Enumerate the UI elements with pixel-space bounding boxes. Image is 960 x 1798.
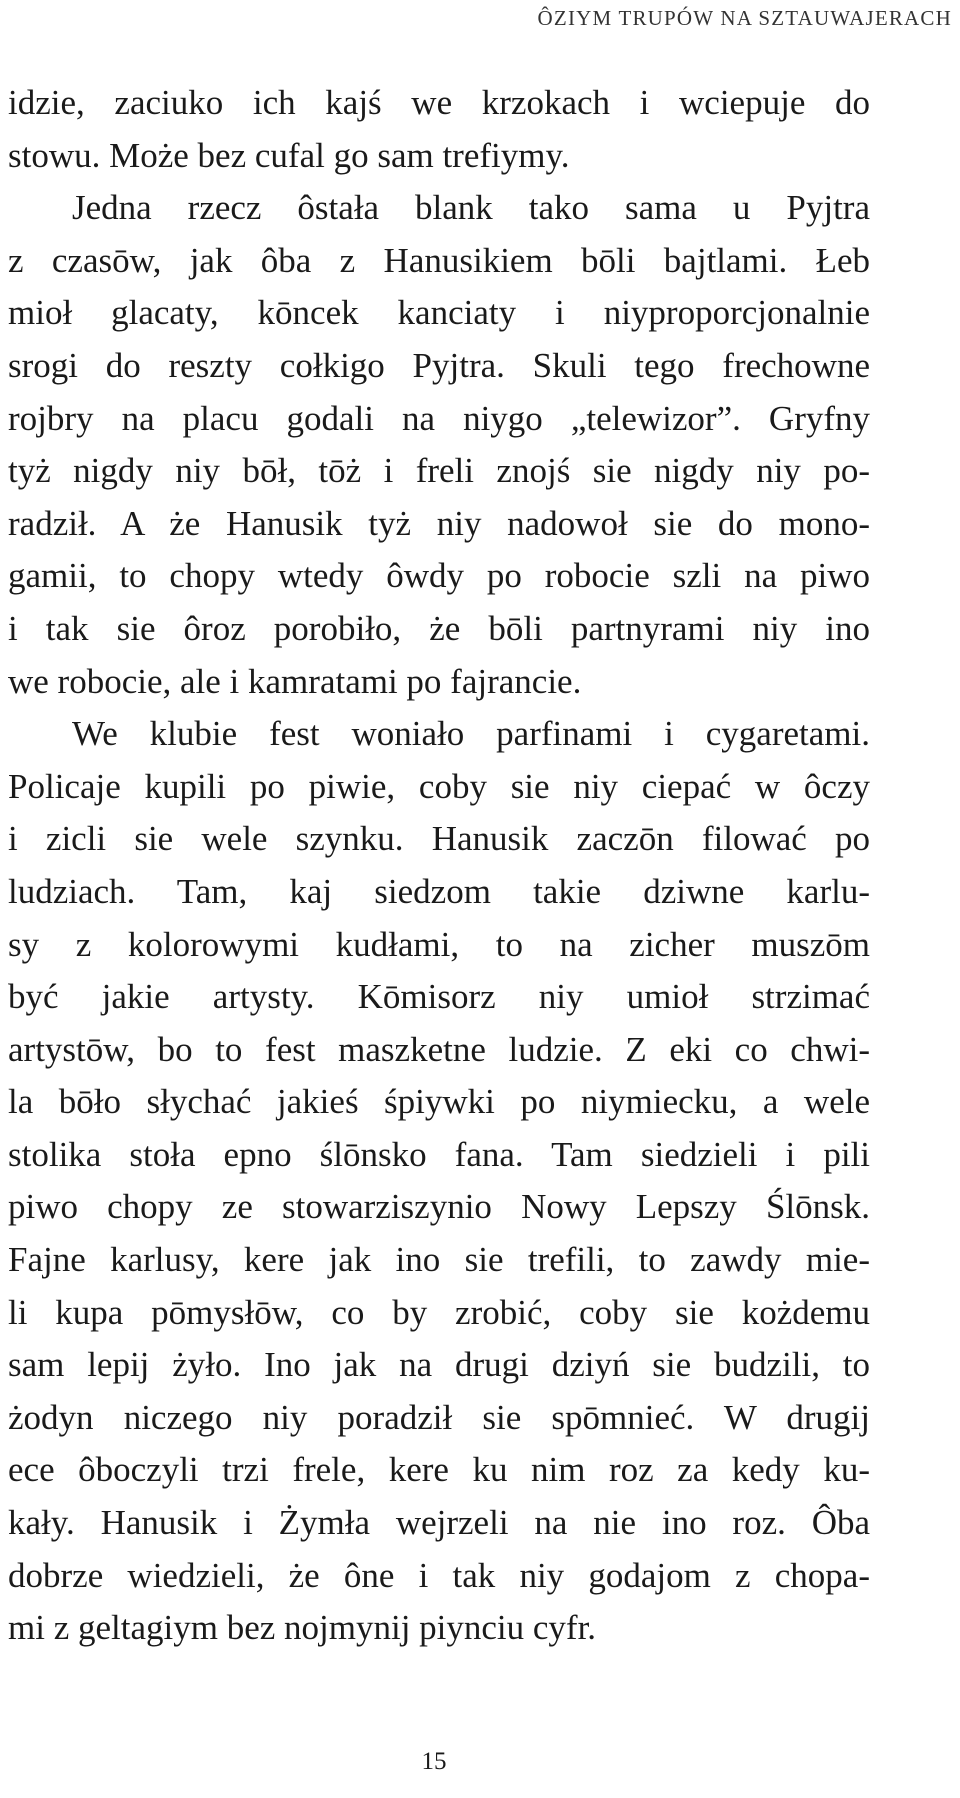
text-line: być jakie artysty. Kōmisorz niy umioł strzimać	[8, 977, 870, 1017]
text-line: ludziach. Tam, kaj siedzom takie dziwne karlu-	[8, 871, 870, 911]
text-line: artystōw, bo to fest maszketne ludzie. Z eki co chwi-	[8, 1029, 870, 1069]
text-line: sy z kolorowymi kudłami, to na zicher muszōm	[8, 924, 870, 964]
text-line: tyż nigdy niy bōł, tōż i freli znojś sie nigdy niy po-	[8, 451, 870, 491]
running-head: ÔZIYM TRUPÓW NA SZTAUWAJERACH	[537, 6, 952, 30]
text-line: radził. A że Hanusik tyż niy nadowoł sie do mono-	[8, 503, 870, 543]
text-line: ece ôboczyli trzi frele, kere ku nim roz za kedy ku-	[8, 1450, 870, 1490]
text-line: We klubie fest woniało parfinami i cygaretami.	[72, 714, 870, 754]
text-line: rojbry na placu godali na niygo „telewizor”. Gryfny	[8, 398, 870, 438]
text-line: stowu. Może bez cufal go sam trefiymy.	[8, 135, 570, 175]
text-line: gamii, to chopy wtedy ôwdy po robocie szli na piwo	[8, 556, 870, 596]
text-line: mioł glacaty, kōncek kanciaty i niyproporcjonalnie	[8, 293, 870, 333]
page-number: 15	[421, 1748, 447, 1775]
text-line: li kupa pōmysłōw, co by zrobić, coby sie kożdemu	[8, 1292, 870, 1332]
text-line: z czasōw, jak ôba z Hanusikiem bōli bajtlami. Łeb	[8, 240, 870, 280]
text-line: we robocie, ale i kamratami po fajrancie.	[8, 661, 582, 701]
text-line: idzie, zaciuko ich kajś we krzokach i wciepuje do	[8, 83, 870, 122]
text-line: żodyn niczego niy poradził sie spōmnieć. W drugij	[8, 1397, 870, 1437]
paragraph-3	[8, 708, 870, 1655]
text-line: la bōło słychać jakieś śpiywki po niymiecku, a wele	[8, 1082, 870, 1122]
paragraph-2	[8, 182, 870, 708]
text-line: sam lepij żyło. Ino jak na drugi dziyń sie budzili, to	[8, 1345, 870, 1385]
paragraph-1	[8, 77, 870, 182]
text-line: Fajne karlusy, kere jak ino sie trefili, to zawdy mie-	[8, 1240, 870, 1280]
text-line: Policaje kupili po piwie, coby sie niy ciepać w ôczy	[8, 766, 870, 806]
text-line: srogi do reszty cołkigo Pyjtra. Skuli tego frechowne	[8, 345, 870, 385]
text-line: i tak sie ôroz porobiło, że bōli partnyrami niy ino	[8, 608, 870, 648]
text-line: i zicli sie wele szynku. Hanusik zaczōn filować po	[8, 819, 870, 859]
text-line: piwo chopy ze stowarziszynio Nowy Lepszy Ślōnsk.	[8, 1187, 870, 1227]
text-line: stolika stoła epno ślōnsko fana. Tam siedzieli i pili	[8, 1134, 870, 1174]
text-line: Jedna rzecz ôstała blank tako sama u Pyjtra	[72, 188, 870, 228]
body-text	[8, 77, 870, 1655]
text-line: kały. Hanusik i Żymła wejrzeli na nie ino roz. Ôba	[8, 1503, 870, 1543]
text-line: dobrze wiedzieli, że ône i tak niy godajom z chopa-	[8, 1555, 870, 1595]
text-line: mi z geltagiym bez nojmynij piynciu cyfr.	[8, 1608, 597, 1648]
